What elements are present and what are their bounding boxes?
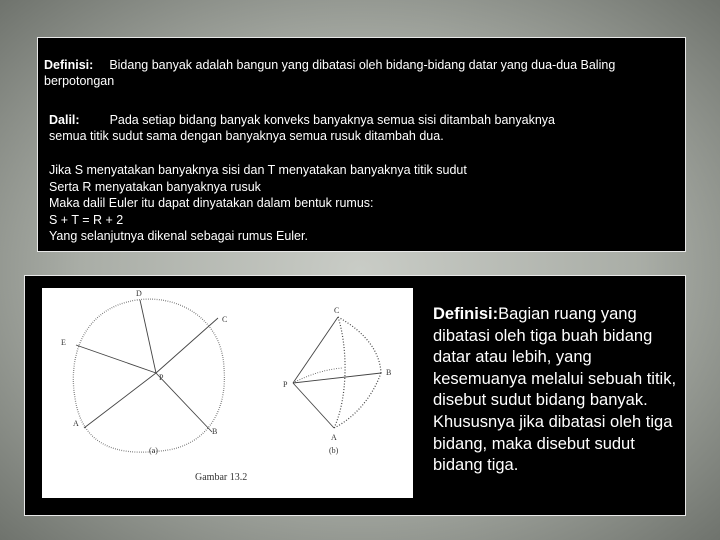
definition-text-line1: Bidang banyak adalah bangun yang dibatasi oleh bidang-bidang datar yang dua-dua Baling xyxy=(109,58,616,72)
euler-line: Jika S menyatakan banyaknya sisi dan T menyatakan banyaknya titik sudut xyxy=(49,163,467,177)
dalil-text-line1: Pada setiap bidang banyak konveks banyaknya semua sisi ditambah banyaknya xyxy=(109,113,555,127)
dalil-text-line2: semua titik sudut sama dengan banyaknya semua rusuk ditambah dua. xyxy=(49,129,444,143)
label-a-P: P xyxy=(159,373,164,382)
label-b-B: B xyxy=(386,368,392,377)
definition2-text: Bagian ruang yang dibatasi oleh tiga buah bidang datar atau lebih, yang kesemuanya melalui sebuah titik, disebut sudut bidang banyak. Khususnya jika dibatasi oleh tiga bidang, maka disebut sudut bidang tiga. xyxy=(433,305,677,475)
euler-line: Maka dalil Euler itu dapat dinyatakan dalam bentuk rumus: xyxy=(49,196,374,210)
figure-a xyxy=(73,299,224,452)
dalil-label: Dalil: xyxy=(49,113,80,127)
label-a-B: B xyxy=(212,427,218,436)
label-a-E: E xyxy=(61,338,66,347)
euler-line: Serta R menyatakan banyaknya rusuk xyxy=(49,179,261,194)
subcaption-b: (b) xyxy=(329,446,339,455)
label-a-C: C xyxy=(222,315,228,324)
label-a-D: D xyxy=(136,289,142,298)
euler-formula: S + T = R + 2 xyxy=(49,212,124,227)
definition-label: Definisi: xyxy=(44,58,94,72)
euler-formula-block xyxy=(49,162,669,245)
dalil-statement xyxy=(49,112,669,144)
definition-text-line2: berpotongan xyxy=(44,74,115,88)
figure-image xyxy=(42,288,413,498)
figure-caption: Gambar 13.2 xyxy=(195,472,248,483)
label-a-A: A xyxy=(73,419,79,428)
euler-line: Yang selanjutnya dikenal sebagai rumus Euler. xyxy=(49,229,308,243)
label-b-P: P xyxy=(283,380,288,389)
figure-b xyxy=(293,317,381,428)
angle-definition xyxy=(433,304,678,477)
text-panel xyxy=(37,37,686,252)
definition2-label: Definisi: xyxy=(433,305,499,323)
polyhedron-definition xyxy=(44,57,684,89)
label-b-C: C xyxy=(334,306,340,315)
subcaption-a: (a) xyxy=(149,446,158,455)
figure-panel xyxy=(24,275,686,516)
label-b-A: A xyxy=(331,433,337,442)
